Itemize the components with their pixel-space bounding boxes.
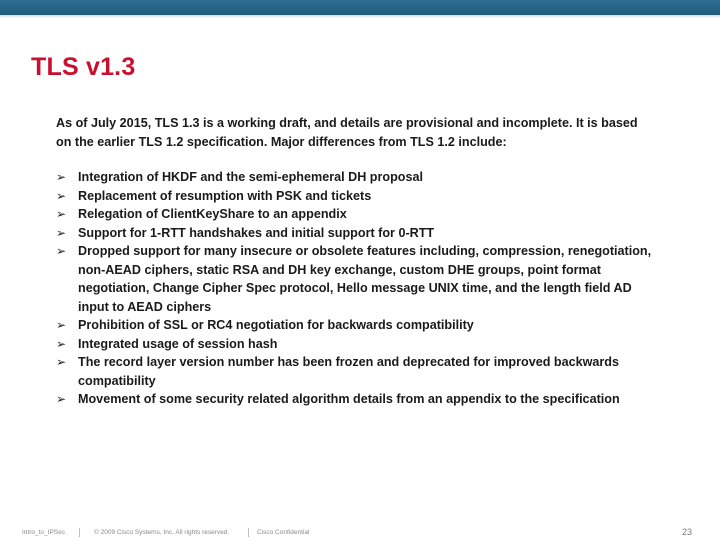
slide-footer xyxy=(0,526,720,540)
list-item xyxy=(56,335,656,354)
bullet-text: Replacement of resumption with PSK and tickets xyxy=(78,188,372,203)
footer-doc-name: Intro_to_IPSec xyxy=(22,529,65,536)
arrow-bullet-icon: ➢ xyxy=(56,244,67,258)
bullet-text: Support for 1-RTT handshakes and initial support for 0-RTT xyxy=(78,225,435,240)
slide-title: TLS v1.3 xyxy=(31,53,136,81)
arrow-bullet-icon: ➢ xyxy=(56,170,67,184)
list-item xyxy=(56,187,656,206)
arrow-bullet-icon: ➢ xyxy=(56,207,67,221)
arrow-bullet-icon: ➢ xyxy=(56,392,67,406)
bullet-text: Movement of some security related algorithm details from an appendix to the specification xyxy=(78,392,620,406)
footer-confidential: Cisco Confidential xyxy=(257,529,310,536)
bullet-text: Relegation of ClientKeyShare to an appendix xyxy=(78,207,347,221)
footer-divider xyxy=(248,528,249,537)
intro-paragraph: As of July 2015, TLS 1.3 is a working draft, and details are provisional and incomplete. It is based on the earlier TLS 1.2 specification. Major differences from TLS 1.2 include: xyxy=(56,116,638,149)
arrow-bullet-icon: ➢ xyxy=(56,355,67,369)
list-item xyxy=(56,242,656,316)
list-item xyxy=(56,390,656,409)
page-number: 23 xyxy=(682,527,693,537)
header-band xyxy=(0,0,720,15)
bullet-text: Integrated usage of session hash xyxy=(78,336,278,351)
list-item xyxy=(56,353,656,390)
arrow-bullet-icon: ➢ xyxy=(56,318,67,332)
list-item xyxy=(56,316,656,335)
footer-copyright: © 2009 Cisco Systems, Inc. All rights reserved. xyxy=(94,529,230,536)
arrow-bullet-icon: ➢ xyxy=(56,336,67,351)
arrow-bullet-icon: ➢ xyxy=(56,188,67,203)
list-item xyxy=(56,224,656,243)
bullet-text: Prohibition of SSL or RC4 negotiation for backwards compatibility xyxy=(78,318,474,332)
arrow-bullet-icon: ➢ xyxy=(56,225,67,240)
bullet-text: Integration of HKDF and the semi-ephemeral DH proposal xyxy=(78,170,423,184)
list-item xyxy=(56,168,656,187)
footer-divider xyxy=(79,528,80,537)
bullet-list xyxy=(56,168,656,409)
bullet-text: Dropped support for many insecure or obsolete features including, compression, renegotiation, non-AEAD ciphers, static RSA and DH key exchange, custom DHE groups, point format negotiation, Change Cipher Spec protocol, Hello message UNIX time, and the length field AD input to AEAD ciphers xyxy=(78,244,652,314)
bullet-text: The record layer version number has been frozen and deprecated for improved backwards compatibility xyxy=(78,355,619,388)
list-item xyxy=(56,205,656,224)
